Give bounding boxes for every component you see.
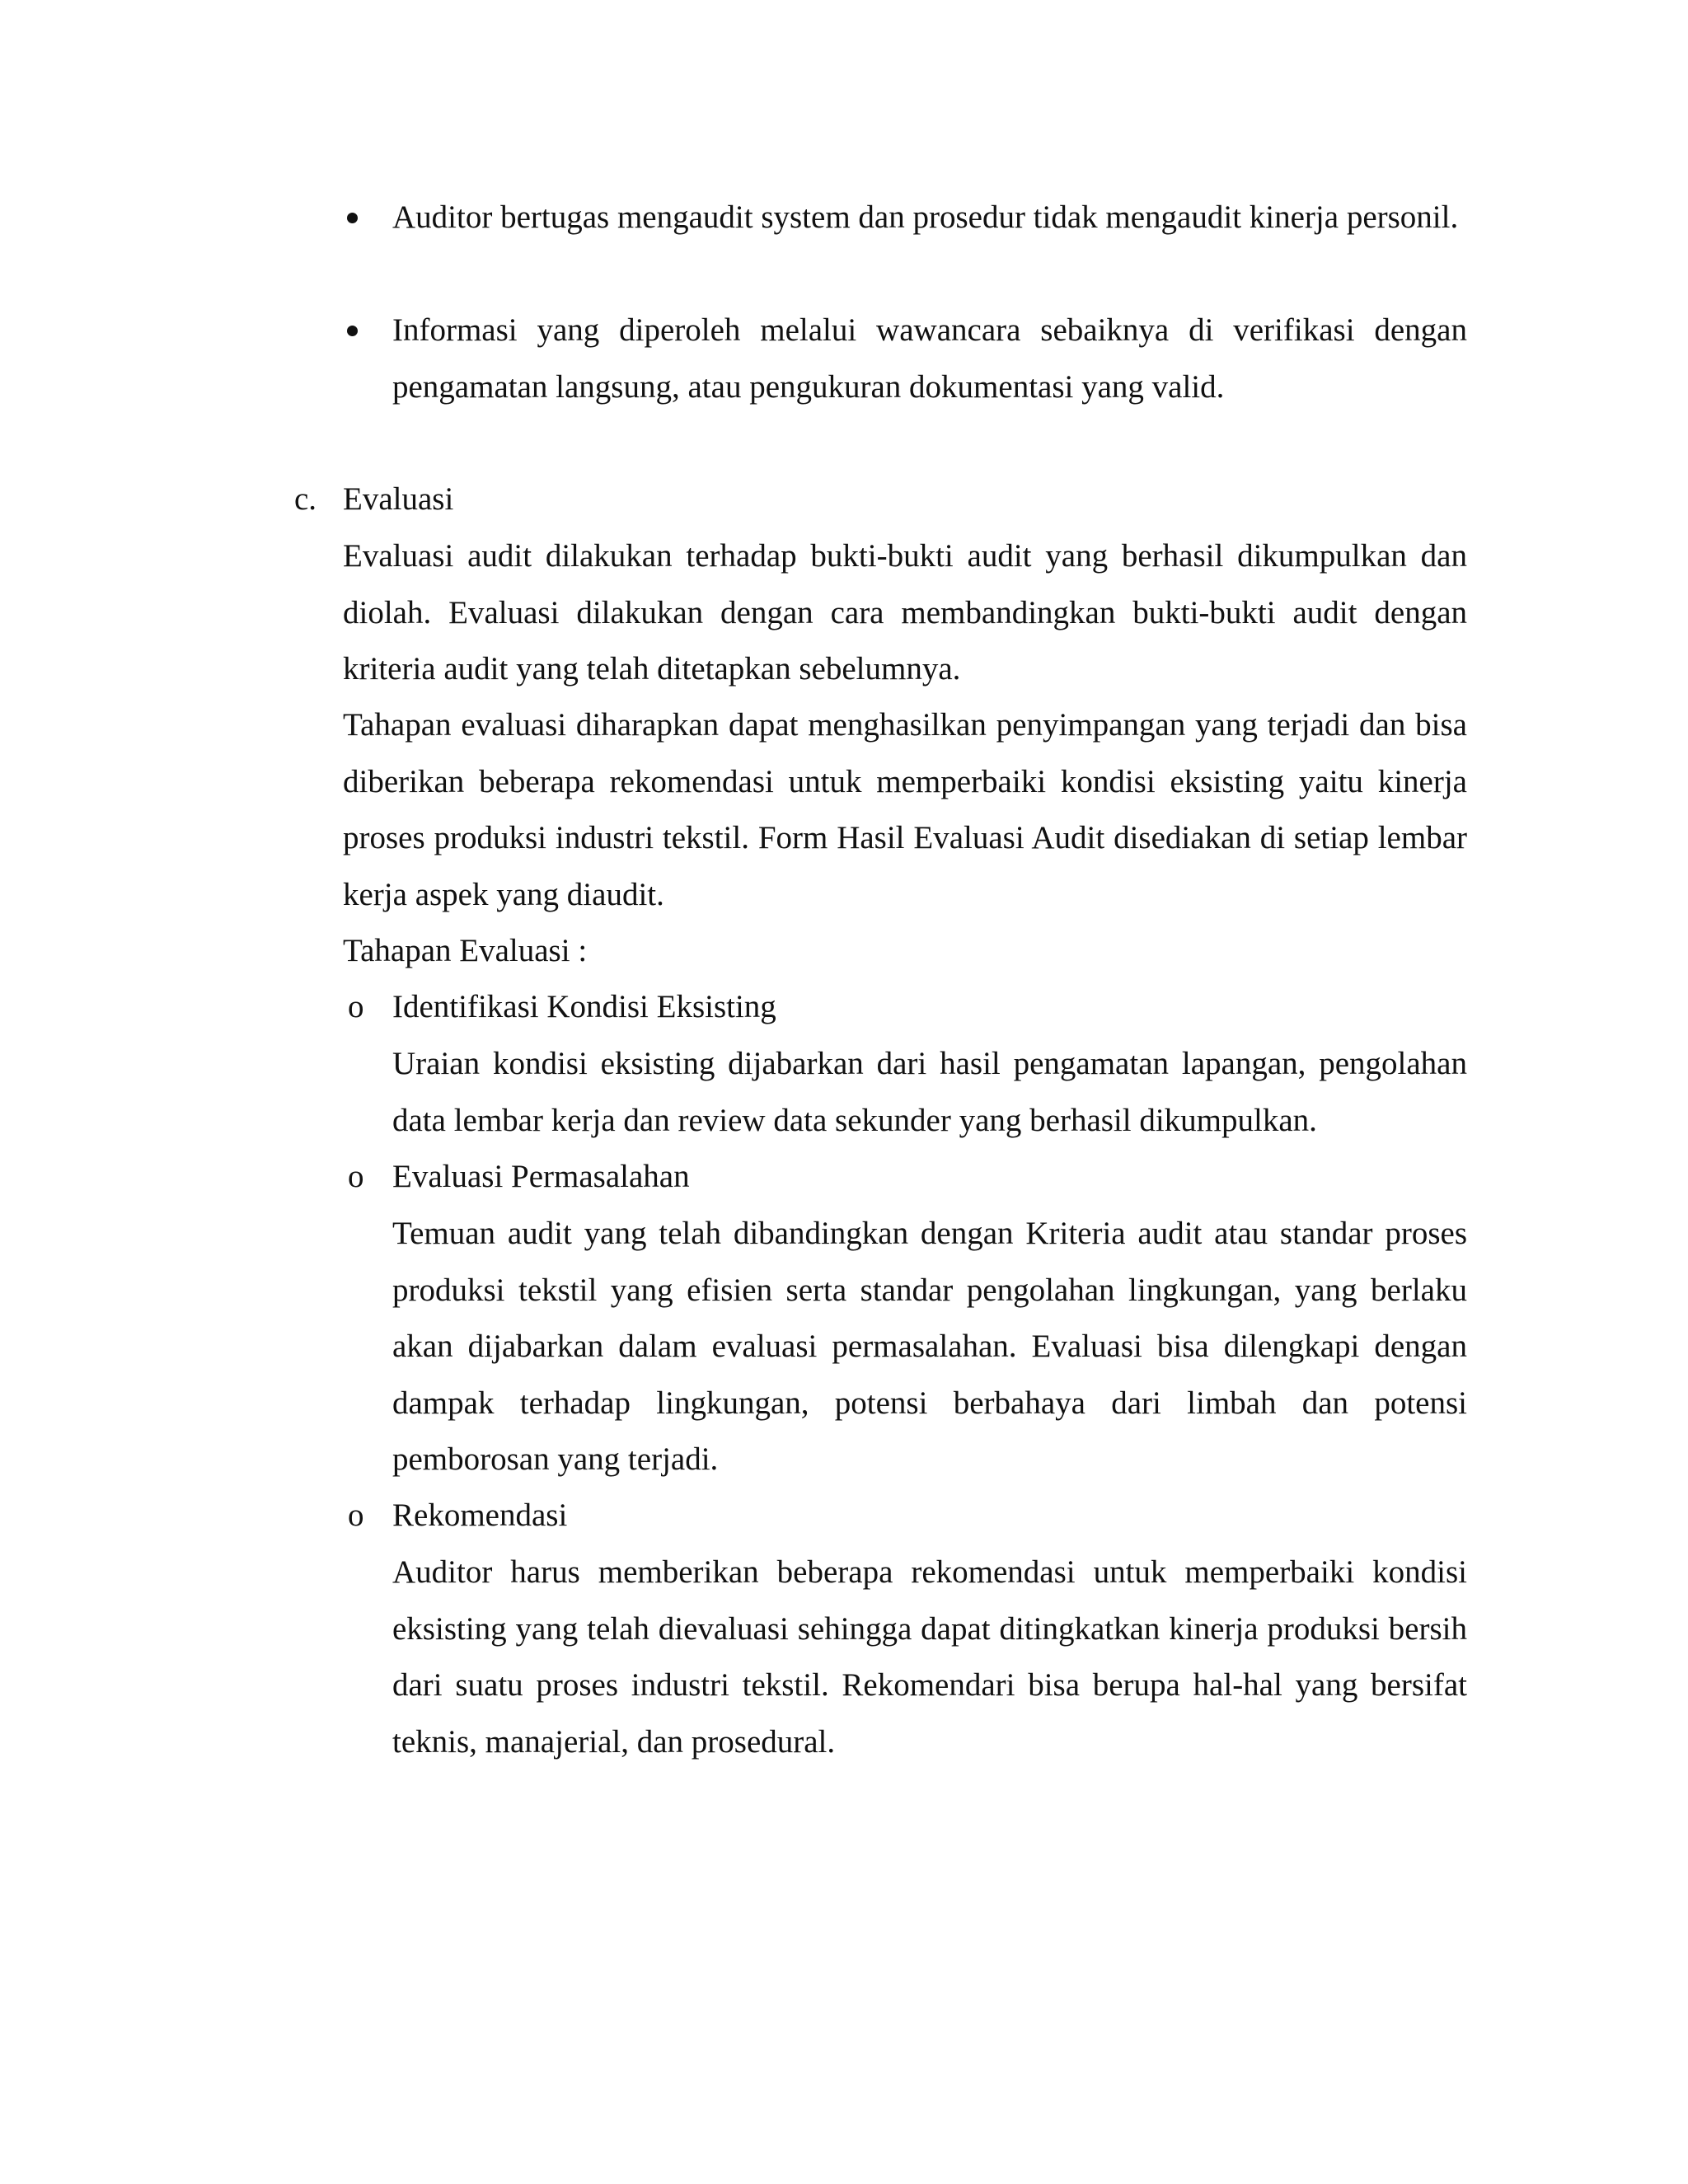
bullet-item-1: Auditor bertugas mengaudit system dan prosedur tidak mengaudit kinerja personil. [392, 199, 1459, 235]
stage-title-rekomendasi: Rekomendasi [392, 1497, 568, 1533]
bullet-dot-icon [347, 326, 358, 336]
stage-body-rekomendasi: Auditor harus memberikan beberapa rekomendasi untuk memperbaiki kondisi eksisting yang telah dievaluasi sehingga dapat ditingkatkan kinerja produksi bersih dari suatu proses industri tekstil. Rekomendari bisa berupa hal-hal yang bersifat teknis, manajerial, dan prosedural. [392, 1554, 1467, 1760]
bullet-item-2: Informasi yang diperoleh melalui wawancara sebaiknya di verifikasi dengan pengamatan langsung, atau pengukuran dokumentasi yang valid. [392, 312, 1467, 405]
bullet-dot-icon [347, 213, 358, 223]
stage-marker: o [348, 1497, 364, 1533]
stage-title-evaluasi: Evaluasi Permasalahan [392, 1159, 690, 1194]
section-letter: c. [294, 481, 317, 517]
stage-marker: o [348, 989, 364, 1024]
stage-body-identifikasi: Uraian kondisi eksisting dijabarkan dari hasil pengamatan lapangan, pengolahan data lembar kerja dan review data sekunder yang berhasil dikumpulkan. [392, 1046, 1467, 1138]
stages-label: Tahapan Evaluasi : [343, 933, 588, 968]
stage-body-evaluasi: Temuan audit yang telah dibandingkan dengan Kriteria audit atau standar proses produksi tekstil yang efisien serta standar pengolahan lingkungan, yang berlaku akan dijabarkan dalam evaluasi permasalahan. Evaluasi bisa dilengkapi dengan dampak terhadap lingkungan, potensi berbahaya dari limbah dan potensi pemborosan yang terjadi. [392, 1216, 1467, 1477]
section-paragraph-1: Evaluasi audit dilakukan terhadap bukti-bukti audit yang berhasil dikumpulkan dan diolah. Evaluasi dilakukan dengan cara membandingkan bukti-bukti audit dengan kriteria audit yang telah ditetapkan sebelumnya. [343, 538, 1467, 687]
section-paragraph-2: Tahapan evaluasi diharapkan dapat menghasilkan penyimpangan yang terjadi dan bisa diberikan beberapa rekomendasi untuk memperbaiki kondisi eksisting yaitu kinerja proses produksi industri tekstil. Form Hasil Evaluasi Audit disediakan di setiap lembar kerja aspek yang diaudit. [343, 707, 1467, 912]
section-title: Evaluasi [343, 481, 454, 517]
stage-title-identifikasi: Identifikasi Kondisi Eksisting [392, 989, 776, 1024]
stage-marker: o [348, 1159, 364, 1194]
